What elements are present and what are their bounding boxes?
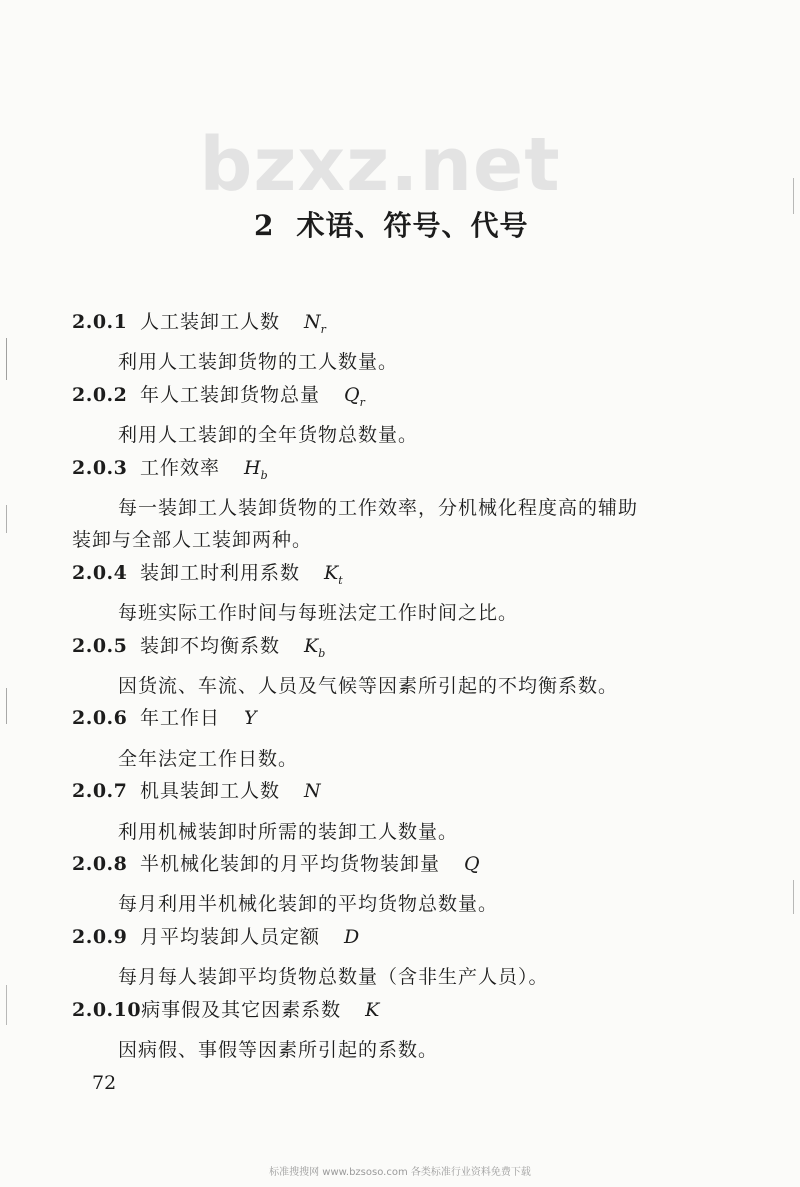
term-symbol: [365, 999, 379, 1021]
symbol-letter: K: [365, 998, 380, 1021]
term-entry: [72, 630, 712, 703]
page-number: 72: [92, 1072, 117, 1094]
term-heading: [72, 702, 712, 742]
term-symbol: [344, 926, 359, 948]
term-definition: 每一装卸工人装卸货物的工作效率，分机械化程度高的辅助: [118, 496, 639, 519]
term-name: 年人工装卸货物总量: [140, 383, 321, 406]
footer-text: 标准搜搜网 www.bzsoso.com 各类标准行业资料免费下载: [269, 1167, 531, 1178]
term-heading: [72, 921, 712, 961]
term-entry: [72, 702, 712, 775]
term-heading: [72, 848, 712, 888]
term-name: 病事假及其它因素系数: [141, 998, 342, 1021]
term-name: 工作效率: [140, 456, 221, 479]
scan-mark: [6, 338, 7, 380]
clause-number: 2.0.4: [72, 561, 128, 584]
term-entry: [72, 306, 712, 379]
symbol-letter: D: [344, 925, 360, 948]
clause-number: 2.0.7: [72, 780, 128, 803]
scan-mark: [6, 688, 7, 724]
clause-number: 2.0.3: [72, 456, 128, 479]
term-definition: 因病假、事假等因素所引起的系数。: [118, 1038, 439, 1061]
clause-number: 2.0.1: [72, 311, 128, 333]
symbol-subscript: r: [359, 395, 365, 409]
term-definition: 利用机械装卸时所需的装卸工人数量。: [118, 820, 459, 843]
symbol-letter: K: [324, 561, 339, 584]
term-definition: 每班实际工作时间与每班法定工作时间之比。: [118, 602, 519, 625]
term-entry: [72, 452, 712, 557]
term-definition: 利用人工装卸的全年货物总数量。: [118, 424, 419, 447]
term-heading: [72, 379, 712, 419]
term-name: 机具装卸工人数: [140, 780, 281, 803]
chapter-title-text: 术语、符号、代号: [296, 209, 529, 242]
symbol-letter: H: [244, 456, 261, 479]
term-symbol: [304, 311, 326, 336]
term-definition: 因货流、车流、人员及气候等因素所引起的不均衡系数。: [118, 674, 619, 697]
term-symbol: [324, 561, 343, 587]
term-symbol: [244, 707, 257, 729]
scan-mark: [6, 985, 7, 1025]
term-definition: 每月利用半机械化装卸的平均货物总数量。: [118, 893, 499, 916]
term-entry: [72, 557, 712, 630]
term-entry: [72, 775, 712, 848]
watermark: bzxz.net: [199, 122, 561, 208]
clause-number: 2.0.2: [72, 383, 128, 406]
term-definition: 利用人工装卸货物的工人数量。: [118, 351, 399, 374]
term-symbol: [464, 853, 480, 875]
term-heading: [72, 452, 712, 492]
term-entry: [72, 379, 712, 452]
term-heading: [72, 630, 712, 670]
chapter-number: 2: [254, 209, 275, 242]
symbol-letter: N: [304, 311, 321, 333]
term-entry: [72, 994, 712, 1067]
symbol-subscript: b: [318, 646, 326, 660]
term-symbol: [304, 780, 321, 802]
term-heading: [72, 994, 712, 1034]
term-name: 年工作日: [140, 707, 221, 730]
chapter-title: [254, 206, 529, 246]
symbol-subscript: r: [320, 322, 326, 336]
term-name: 月平均装卸人员定额: [140, 925, 321, 948]
term-name: 人工装卸工人数: [140, 311, 281, 333]
term-definition: 全年法定工作日数。: [118, 747, 299, 770]
term-name: 装卸工时利用系数: [140, 561, 301, 584]
symbol-letter: Q: [344, 383, 360, 406]
scan-mark: [793, 880, 794, 914]
symbol-subscript: t: [338, 573, 343, 587]
term-symbol: [304, 634, 326, 660]
term-entry: [72, 921, 712, 994]
term-heading: [72, 557, 712, 597]
clause-number: 2.0.6: [72, 707, 128, 730]
clause-number: 2.0.10: [72, 998, 142, 1021]
term-name: 半机械化装卸的月平均货物装卸量: [140, 853, 441, 876]
symbol-letter: K: [304, 634, 319, 657]
symbol-letter: Y: [244, 707, 257, 730]
clause-number: 2.0.5: [72, 634, 128, 657]
term-definition: 每月每人装卸平均货物总数量（含非生产人员）。: [118, 966, 549, 989]
term-definition-continued: 装卸与全部人工装卸两种。: [72, 529, 313, 552]
clause-number: 2.0.8: [72, 853, 128, 876]
scan-mark: [6, 505, 7, 533]
clause-number: 2.0.9: [72, 925, 128, 948]
term-symbol: [344, 383, 365, 409]
term-entry: [72, 848, 712, 921]
term-name: 装卸不均衡系数: [140, 634, 281, 657]
scan-mark: [793, 178, 794, 214]
term-heading: [72, 306, 712, 346]
symbol-letter: Q: [464, 853, 480, 876]
term-list: [72, 306, 712, 1066]
term-symbol: [244, 456, 268, 482]
symbol-subscript: b: [260, 468, 268, 482]
term-heading: [72, 775, 712, 815]
symbol-letter: N: [304, 780, 321, 803]
